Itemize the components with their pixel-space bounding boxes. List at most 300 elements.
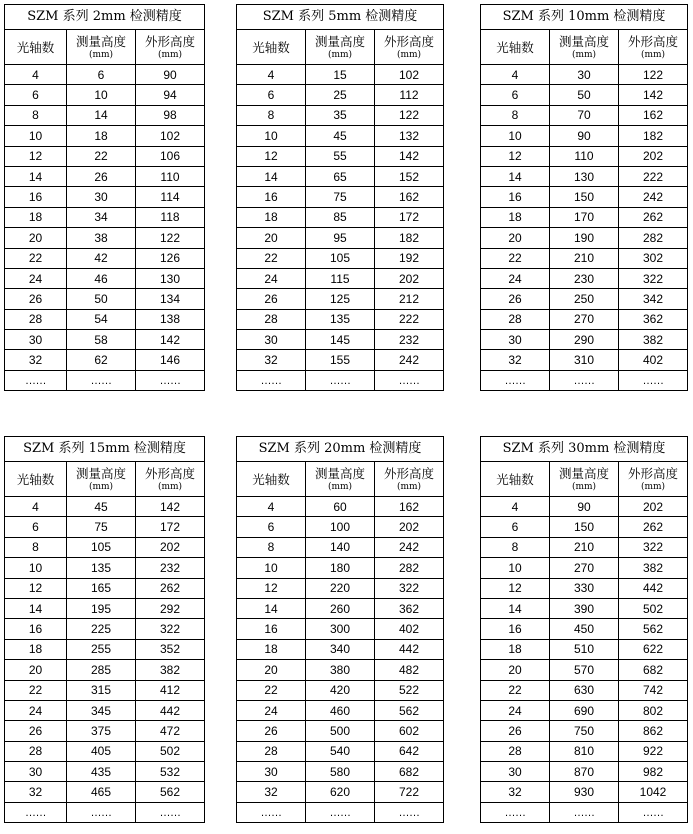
precision-table — [236, 436, 444, 823]
cell-outer-height: 102 — [375, 65, 444, 85]
ellipsis-cell: …… — [550, 802, 619, 822]
cell-outer-height: 562 — [619, 619, 688, 639]
table-row — [481, 126, 688, 146]
cell-measure-height: 45 — [306, 126, 375, 146]
cell-outer-height: 232 — [136, 558, 205, 578]
cell-measure-height: 930 — [550, 782, 619, 802]
table-row — [237, 619, 444, 639]
cell-measure-height: 105 — [306, 248, 375, 268]
cell-measure-height: 105 — [67, 537, 136, 557]
cell-measure-height: 10 — [67, 85, 136, 105]
cell-measure-height: 750 — [550, 721, 619, 741]
cell-outer-height: 482 — [375, 660, 444, 680]
table-row — [237, 166, 444, 186]
unit-label: (mm) — [157, 481, 183, 492]
cell-measure-height: 130 — [550, 166, 619, 186]
cell-measure-height: 30 — [67, 187, 136, 207]
cell-axes: 8 — [481, 105, 550, 125]
table-row — [237, 85, 444, 105]
ellipsis-cell: …… — [237, 802, 306, 822]
cell-outer-height: 412 — [136, 680, 205, 700]
unit-label: (mm) — [571, 481, 597, 492]
table-row — [237, 700, 444, 720]
table-row — [481, 619, 688, 639]
header-label: 外形高度 — [383, 33, 434, 49]
ellipsis-cell: …… — [550, 370, 619, 390]
table-row — [237, 537, 444, 557]
cell-measure-height: 18 — [67, 126, 136, 146]
column-header-measure-height — [306, 462, 375, 497]
table-row — [5, 105, 205, 125]
cell-axes: 28 — [5, 309, 67, 329]
cell-outer-height: 262 — [619, 207, 688, 227]
precision-table — [236, 4, 444, 391]
column-header-axes: 光轴数 — [5, 30, 67, 65]
cell-outer-height: 262 — [136, 578, 205, 598]
table-row — [237, 187, 444, 207]
cell-measure-height: 810 — [550, 741, 619, 761]
table-row — [481, 741, 688, 761]
cell-measure-height: 260 — [306, 598, 375, 618]
ellipsis-row — [481, 370, 688, 390]
cell-axes: 18 — [481, 639, 550, 659]
cell-axes: 26 — [237, 289, 306, 309]
table-row — [481, 146, 688, 166]
cell-outer-height: 442 — [619, 578, 688, 598]
unit-label: (mm) — [157, 49, 183, 60]
ellipsis-row — [5, 370, 205, 390]
column-header-outer-height — [619, 30, 688, 65]
cell-axes: 26 — [5, 289, 67, 309]
cell-measure-height: 450 — [550, 619, 619, 639]
ellipsis-cell: …… — [619, 802, 688, 822]
column-header-outer-height — [375, 462, 444, 497]
cell-axes: 18 — [5, 639, 67, 659]
cell-axes: 30 — [5, 330, 67, 350]
table-row — [481, 558, 688, 578]
cell-axes: 32 — [237, 350, 306, 370]
cell-measure-height: 270 — [550, 558, 619, 578]
precision-table — [4, 436, 205, 823]
cell-outer-height: 302 — [619, 248, 688, 268]
cell-measure-height: 115 — [306, 268, 375, 288]
unit-label: (mm) — [396, 481, 422, 492]
cell-measure-height: 145 — [306, 330, 375, 350]
header-label: 外形高度 — [145, 465, 196, 481]
cell-axes: 28 — [481, 741, 550, 761]
cell-outer-height: 172 — [136, 517, 205, 537]
unit-label: (mm) — [88, 481, 114, 492]
cell-outer-height: 142 — [136, 497, 205, 517]
cell-axes: 22 — [237, 680, 306, 700]
cell-outer-height: 110 — [136, 166, 205, 186]
cell-axes: 14 — [5, 166, 67, 186]
column-header-axes: 光轴数 — [481, 30, 550, 65]
table-row — [481, 517, 688, 537]
cell-measure-height: 270 — [550, 309, 619, 329]
cell-outer-height: 602 — [375, 721, 444, 741]
cell-measure-height: 230 — [550, 268, 619, 288]
header-label: 外形高度 — [628, 33, 679, 49]
cell-axes: 14 — [237, 598, 306, 618]
cell-axes: 18 — [237, 639, 306, 659]
cell-outer-height: 532 — [136, 762, 205, 782]
table-row — [237, 350, 444, 370]
cell-axes: 4 — [481, 497, 550, 517]
cell-outer-height: 132 — [375, 126, 444, 146]
header-label: 外形高度 — [628, 465, 679, 481]
cell-outer-height: 222 — [619, 166, 688, 186]
table-row — [481, 680, 688, 700]
column-header-measure-height — [67, 462, 136, 497]
cell-axes: 16 — [5, 619, 67, 639]
table-row — [237, 65, 444, 85]
table-row — [481, 578, 688, 598]
table-row — [481, 639, 688, 659]
cell-axes: 4 — [237, 65, 306, 85]
cell-outer-height: 222 — [375, 309, 444, 329]
ellipsis-row — [481, 802, 688, 822]
table-row — [481, 187, 688, 207]
column-header-outer-height — [136, 30, 205, 65]
cell-outer-height: 742 — [619, 680, 688, 700]
cell-axes: 8 — [481, 537, 550, 557]
table-row — [237, 248, 444, 268]
cell-measure-height: 180 — [306, 558, 375, 578]
column-header-axes: 光轴数 — [481, 462, 550, 497]
cell-axes: 30 — [5, 762, 67, 782]
cell-outer-height: 402 — [375, 619, 444, 639]
cell-axes: 28 — [237, 309, 306, 329]
table-row — [5, 639, 205, 659]
column-header-measure-height — [67, 30, 136, 65]
cell-measure-height: 420 — [306, 680, 375, 700]
cell-axes: 22 — [481, 248, 550, 268]
cell-axes: 18 — [5, 207, 67, 227]
cell-axes: 24 — [237, 268, 306, 288]
table-title: SZM 系列 30mm 检测精度 — [481, 437, 688, 462]
cell-measure-height: 90 — [550, 497, 619, 517]
cell-axes: 14 — [5, 598, 67, 618]
cell-measure-height: 35 — [306, 105, 375, 125]
cell-outer-height: 122 — [375, 105, 444, 125]
cell-axes: 4 — [5, 497, 67, 517]
table-row — [237, 228, 444, 248]
cell-axes: 4 — [237, 497, 306, 517]
table-row — [481, 85, 688, 105]
cell-axes: 16 — [481, 187, 550, 207]
ellipsis-cell: …… — [306, 370, 375, 390]
cell-outer-height: 682 — [619, 660, 688, 680]
cell-outer-height: 112 — [375, 85, 444, 105]
table-row — [5, 721, 205, 741]
table-row — [237, 578, 444, 598]
cell-measure-height: 140 — [306, 537, 375, 557]
cell-axes: 24 — [481, 700, 550, 720]
cell-measure-height: 460 — [306, 700, 375, 720]
cell-outer-height: 142 — [136, 330, 205, 350]
table-row — [5, 700, 205, 720]
cell-measure-height: 390 — [550, 598, 619, 618]
ellipsis-row — [5, 802, 205, 822]
table-row — [5, 187, 205, 207]
cell-measure-height: 195 — [67, 598, 136, 618]
column-header-measure-height — [550, 30, 619, 65]
table-row — [237, 497, 444, 517]
cell-axes: 14 — [481, 598, 550, 618]
cell-outer-height: 682 — [375, 762, 444, 782]
table-row — [237, 782, 444, 802]
table-row — [5, 497, 205, 517]
cell-outer-height: 342 — [619, 289, 688, 309]
cell-outer-height: 212 — [375, 289, 444, 309]
cell-outer-height: 90 — [136, 65, 205, 85]
unit-label: (mm) — [327, 49, 353, 60]
cell-axes: 6 — [237, 517, 306, 537]
table-title: SZM 系列 15mm 检测精度 — [5, 437, 205, 462]
ellipsis-cell: …… — [481, 370, 550, 390]
cell-outer-height: 202 — [375, 517, 444, 537]
cell-outer-height: 262 — [619, 517, 688, 537]
cell-axes: 12 — [237, 578, 306, 598]
cell-axes: 28 — [481, 309, 550, 329]
cell-outer-height: 106 — [136, 146, 205, 166]
cell-axes: 26 — [5, 721, 67, 741]
cell-outer-height: 98 — [136, 105, 205, 125]
table-row — [481, 248, 688, 268]
cell-axes: 8 — [5, 105, 67, 125]
table-row — [237, 639, 444, 659]
cell-outer-height: 362 — [619, 309, 688, 329]
table-row — [481, 350, 688, 370]
cell-measure-height: 90 — [550, 126, 619, 146]
cell-outer-height: 126 — [136, 248, 205, 268]
cell-measure-height: 85 — [306, 207, 375, 227]
table-row — [5, 578, 205, 598]
cell-outer-height: 802 — [619, 700, 688, 720]
cell-axes: 12 — [237, 146, 306, 166]
cell-measure-height: 345 — [67, 700, 136, 720]
table-row — [5, 741, 205, 761]
cell-outer-height: 232 — [375, 330, 444, 350]
table-row — [5, 65, 205, 85]
cell-axes: 12 — [481, 146, 550, 166]
cell-axes: 32 — [5, 350, 67, 370]
table-row — [237, 105, 444, 125]
cell-outer-height: 162 — [619, 105, 688, 125]
table-row — [5, 330, 205, 350]
cell-outer-height: 322 — [375, 578, 444, 598]
table-row — [481, 228, 688, 248]
cell-axes: 32 — [237, 782, 306, 802]
unit-label: (mm) — [327, 481, 353, 492]
table-row — [237, 146, 444, 166]
table-row — [237, 741, 444, 761]
cell-axes: 10 — [5, 126, 67, 146]
cell-measure-height: 500 — [306, 721, 375, 741]
cell-outer-height: 138 — [136, 309, 205, 329]
cell-measure-height: 190 — [550, 228, 619, 248]
cell-axes: 8 — [5, 537, 67, 557]
cell-measure-height: 34 — [67, 207, 136, 227]
cell-axes: 12 — [5, 146, 67, 166]
cell-measure-height: 50 — [67, 289, 136, 309]
cell-outer-height: 362 — [375, 598, 444, 618]
cell-outer-height: 722 — [375, 782, 444, 802]
cell-measure-height: 155 — [306, 350, 375, 370]
ellipsis-cell: …… — [237, 370, 306, 390]
cell-axes: 22 — [237, 248, 306, 268]
cell-outer-height: 202 — [136, 537, 205, 557]
table-row — [481, 762, 688, 782]
cell-measure-height: 30 — [550, 65, 619, 85]
table-row — [237, 517, 444, 537]
cell-outer-height: 1042 — [619, 782, 688, 802]
table-row — [237, 762, 444, 782]
cell-outer-height: 382 — [619, 558, 688, 578]
cell-axes: 30 — [237, 330, 306, 350]
cell-axes: 10 — [5, 558, 67, 578]
table-row — [5, 660, 205, 680]
cell-axes: 10 — [237, 558, 306, 578]
cell-axes: 20 — [5, 228, 67, 248]
table-row — [481, 700, 688, 720]
cell-outer-height: 102 — [136, 126, 205, 146]
cell-measure-height: 26 — [67, 166, 136, 186]
cell-axes: 6 — [5, 85, 67, 105]
ellipsis-cell: …… — [375, 802, 444, 822]
ellipsis-cell: …… — [481, 802, 550, 822]
cell-measure-height: 435 — [67, 762, 136, 782]
ellipsis-row — [237, 802, 444, 822]
cell-measure-height: 375 — [67, 721, 136, 741]
unit-label: (mm) — [396, 49, 422, 60]
cell-axes: 28 — [5, 741, 67, 761]
cell-outer-height: 402 — [619, 350, 688, 370]
table-row — [237, 660, 444, 680]
cell-outer-height: 134 — [136, 289, 205, 309]
cell-axes: 16 — [237, 619, 306, 639]
column-header-axes: 光轴数 — [237, 462, 306, 497]
table-row — [5, 228, 205, 248]
table-row — [481, 309, 688, 329]
cell-outer-height: 642 — [375, 741, 444, 761]
ellipsis-cell: …… — [67, 370, 136, 390]
cell-axes: 4 — [481, 65, 550, 85]
cell-measure-height: 45 — [67, 497, 136, 517]
cell-outer-height: 472 — [136, 721, 205, 741]
cell-measure-height: 150 — [550, 517, 619, 537]
cell-axes: 26 — [481, 289, 550, 309]
cell-outer-height: 442 — [375, 639, 444, 659]
cell-measure-height: 465 — [67, 782, 136, 802]
precision-table — [480, 4, 688, 391]
cell-axes: 32 — [481, 782, 550, 802]
header-label: 测量高度 — [558, 33, 609, 49]
ellipsis-cell: …… — [5, 802, 67, 822]
cell-measure-height: 310 — [550, 350, 619, 370]
table-row — [5, 85, 205, 105]
cell-measure-height: 380 — [306, 660, 375, 680]
table-row — [481, 166, 688, 186]
cell-outer-height: 202 — [619, 497, 688, 517]
table-row — [481, 537, 688, 557]
table-row — [237, 598, 444, 618]
cell-measure-height: 65 — [306, 166, 375, 186]
cell-measure-height: 630 — [550, 680, 619, 700]
cell-outer-height: 922 — [619, 741, 688, 761]
cell-measure-height: 60 — [306, 497, 375, 517]
cell-axes: 30 — [237, 762, 306, 782]
cell-measure-height: 165 — [67, 578, 136, 598]
table-row — [5, 598, 205, 618]
column-header-outer-height — [136, 462, 205, 497]
cell-outer-height: 522 — [375, 680, 444, 700]
table-row — [5, 762, 205, 782]
table-row — [237, 680, 444, 700]
cell-measure-height: 75 — [306, 187, 375, 207]
table-row — [481, 268, 688, 288]
cell-axes: 16 — [481, 619, 550, 639]
column-header-measure-height — [306, 30, 375, 65]
cell-axes: 10 — [481, 558, 550, 578]
table-row — [5, 350, 205, 370]
table-row — [481, 721, 688, 741]
cell-outer-height: 862 — [619, 721, 688, 741]
cell-axes: 32 — [481, 350, 550, 370]
column-header-outer-height — [375, 30, 444, 65]
cell-outer-height: 562 — [375, 700, 444, 720]
cell-axes: 24 — [237, 700, 306, 720]
table-row — [5, 268, 205, 288]
column-header-outer-height — [619, 462, 688, 497]
table-row — [5, 248, 205, 268]
table-row — [237, 558, 444, 578]
cell-measure-height: 580 — [306, 762, 375, 782]
cell-outer-height: 242 — [375, 537, 444, 557]
cell-measure-height: 42 — [67, 248, 136, 268]
cell-measure-height: 6 — [67, 65, 136, 85]
column-header-axes: 光轴数 — [237, 30, 306, 65]
cell-measure-height: 38 — [67, 228, 136, 248]
table-row — [481, 289, 688, 309]
cell-axes: 16 — [5, 187, 67, 207]
table-row — [5, 680, 205, 700]
cell-axes: 22 — [481, 680, 550, 700]
cell-measure-height: 54 — [67, 309, 136, 329]
cell-measure-height: 135 — [67, 558, 136, 578]
cell-axes: 30 — [481, 762, 550, 782]
table-row — [5, 537, 205, 557]
cell-axes: 24 — [481, 268, 550, 288]
cell-outer-height: 162 — [375, 187, 444, 207]
table-title: SZM 系列 5mm 检测精度 — [237, 5, 444, 30]
cell-axes: 32 — [5, 782, 67, 802]
cell-axes: 24 — [5, 268, 67, 288]
cell-outer-height: 114 — [136, 187, 205, 207]
table-row — [5, 207, 205, 227]
cell-outer-height: 622 — [619, 639, 688, 659]
cell-outer-height: 202 — [375, 268, 444, 288]
cell-measure-height: 150 — [550, 187, 619, 207]
cell-measure-height: 290 — [550, 330, 619, 350]
unit-label: (mm) — [88, 49, 114, 60]
cell-measure-height: 95 — [306, 228, 375, 248]
table-row — [5, 782, 205, 802]
table-row — [237, 207, 444, 227]
table-row — [5, 166, 205, 186]
cell-outer-height: 322 — [136, 619, 205, 639]
